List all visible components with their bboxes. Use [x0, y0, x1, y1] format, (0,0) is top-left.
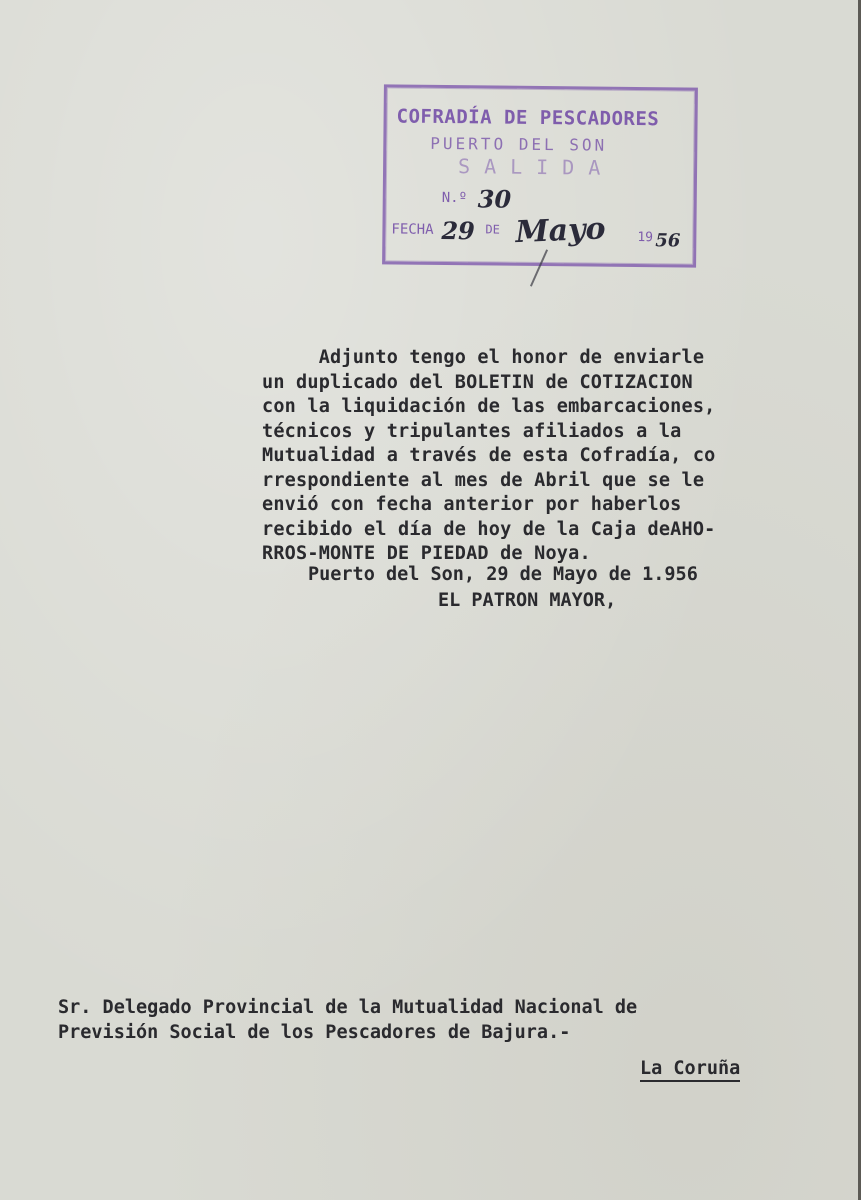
stamp-date-day: 29: [441, 215, 475, 246]
stamp-line-1: COFRADÍA DE PESCADORES: [396, 105, 660, 131]
stamp-number-value: 30: [477, 184, 512, 214]
recipient-block: [58, 996, 848, 1045]
body-line: Adjunto tengo el honor de enviarle: [262, 347, 705, 368]
recipient-line: Sr. Delegado Provincial de la Mutualidad Nacional de: [58, 997, 638, 1018]
body-line: envió con fecha anterior por haberlos: [262, 494, 682, 515]
recipient-city: La Coruña: [640, 1058, 740, 1082]
body-line: técnicos y tripulantes afiliados a la: [262, 420, 682, 442]
recipient-line: Previsión Social de los Pescadores de Bajura.-: [58, 1021, 571, 1043]
stamp-date-label: FECHA: [391, 221, 434, 238]
signer-title: EL PATRON MAYOR,: [438, 590, 617, 611]
stamp-date-month: Mayo: [514, 211, 607, 251]
stamp-date-de: DE: [485, 222, 500, 237]
body-line: recibido el día de hoy de la Caja deAHO-: [262, 518, 716, 540]
body-line: Mutualidad a través de esta Cofradía, co: [262, 445, 716, 466]
body-line: rrespondiente al mes de Abril que se le: [262, 469, 705, 491]
place-and-date: Puerto del Son, 29 de Mayo de 1.956: [308, 564, 698, 585]
stamp-year-suffix: 56: [655, 230, 681, 252]
body-line: un duplicado del BOLETIN de COTIZACION: [262, 371, 693, 393]
stamp-line-3: SALIDA: [457, 154, 615, 180]
stamp-year-prefix: 19: [637, 230, 654, 246]
cofradia-stamp: [382, 84, 698, 267]
body-line: RROS-MONTE DE PIEDAD de Noya.: [262, 543, 591, 564]
stamp-number-label: N.º: [441, 189, 468, 207]
stamp-line-2: PUERTO DEL SON: [430, 133, 608, 155]
body-line: con la liquidación de las embarcaciones,: [262, 396, 716, 417]
letter-body: [262, 346, 852, 567]
